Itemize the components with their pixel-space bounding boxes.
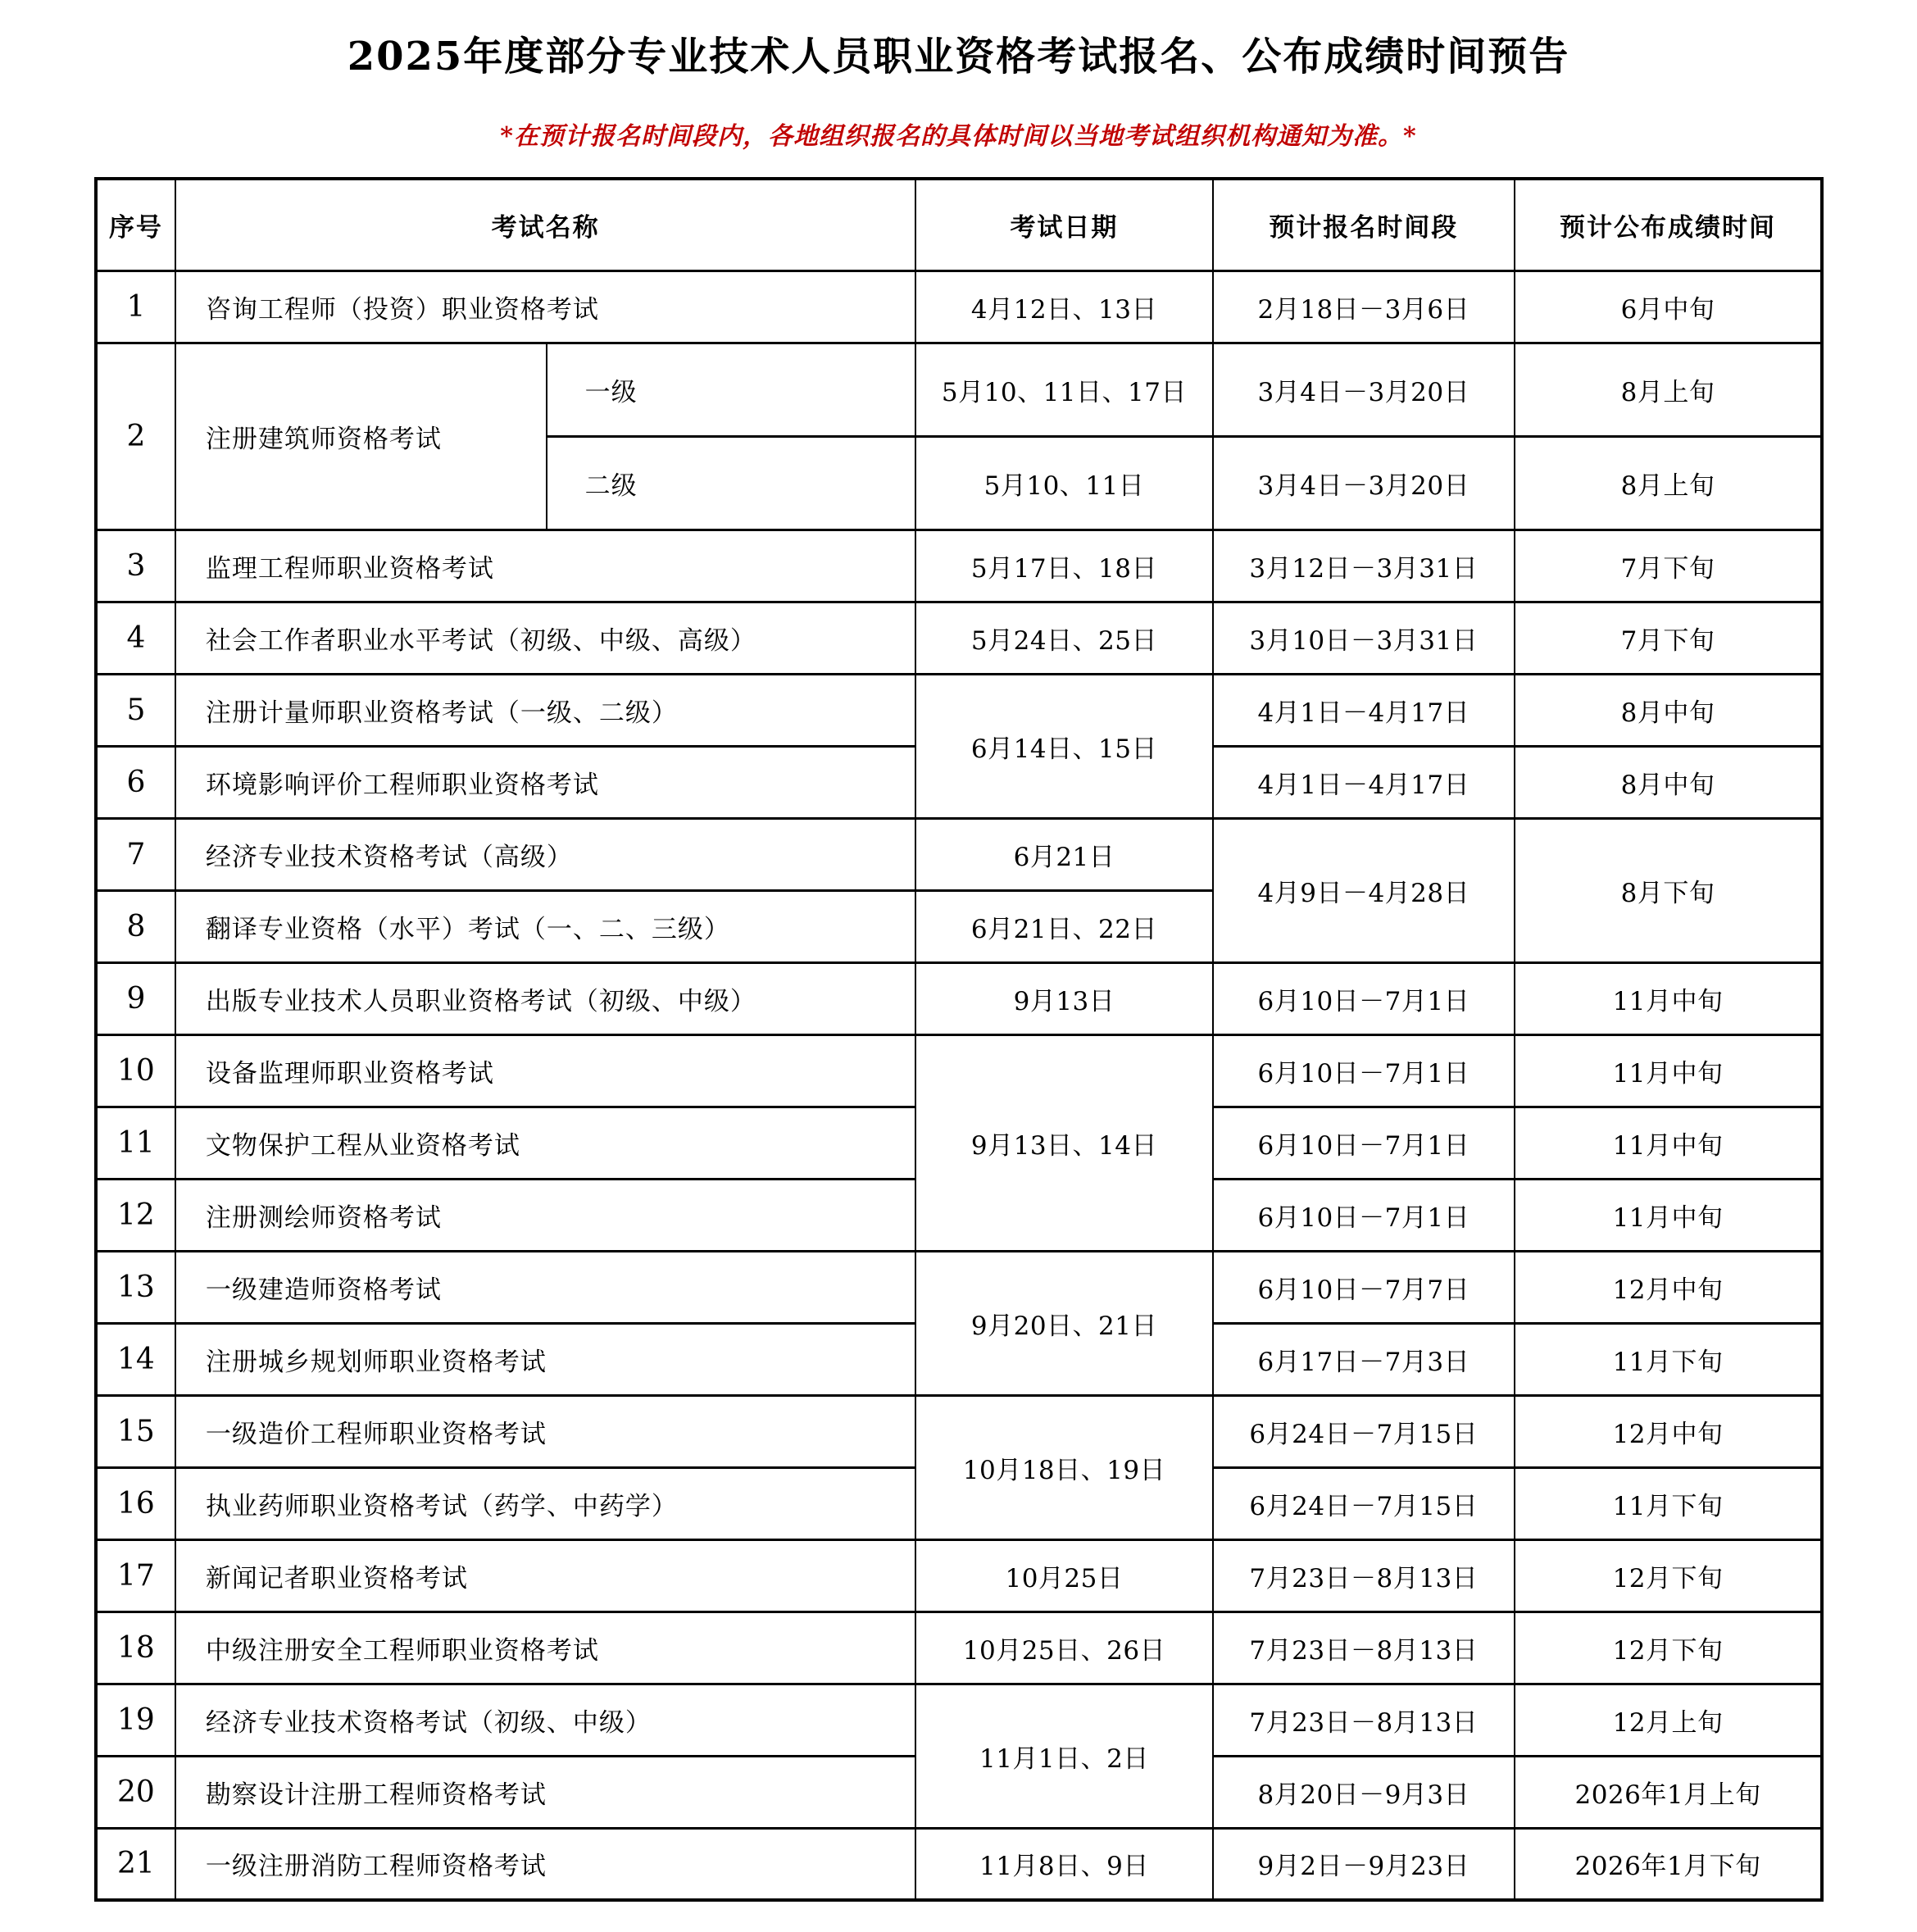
exam-name-cell: 监理工程师职业资格考试 — [175, 530, 915, 602]
exam-date-cell: 9月13日、14日 — [915, 1034, 1212, 1251]
registration-period-cell: 3月12日－3月31日 — [1213, 530, 1515, 602]
results-time-cell: 8月下旬 — [1515, 818, 1822, 962]
exam-date-cell: 5月10、11日 — [915, 436, 1212, 530]
registration-period-cell: 4月1日－4月17日 — [1213, 746, 1515, 818]
exam-name-cell: 执业药师职业资格考试（药学、中药学） — [175, 1467, 915, 1539]
registration-period-cell: 3月4日－3月20日 — [1213, 343, 1515, 436]
table-row — [96, 602, 1822, 674]
row-no-cell: 4 — [96, 602, 175, 674]
exam-name-cell: 咨询工程师（投资）职业资格考试 — [175, 270, 915, 343]
exam-name-cell: 注册城乡规划师职业资格考试 — [175, 1323, 915, 1395]
registration-period-cell: 6月10日－7月1日 — [1213, 962, 1515, 1034]
exam-name-cell: 一级造价工程师职业资格考试 — [175, 1395, 915, 1467]
exam-name-cell: 中级注册安全工程师职业资格考试 — [175, 1612, 915, 1684]
results-time-cell: 7月下旬 — [1515, 602, 1822, 674]
exam-date-cell: 10月18日、19日 — [915, 1395, 1212, 1539]
row-no-cell: 14 — [96, 1323, 175, 1395]
results-time-cell: 11月下旬 — [1515, 1467, 1822, 1539]
results-time-cell: 11月中旬 — [1515, 962, 1822, 1034]
exam-date-cell: 10月25日 — [915, 1539, 1212, 1612]
exam-schedule-table — [94, 177, 1824, 1902]
exam-level-cell: 二级 — [547, 436, 916, 530]
registration-period-cell: 6月10日－7月1日 — [1213, 1179, 1515, 1251]
exam-name-cell: 翻译专业资格（水平）考试（一、二、三级） — [175, 890, 915, 962]
results-time-cell: 11月下旬 — [1515, 1323, 1822, 1395]
col-header-no: 序号 — [96, 179, 175, 270]
registration-period-cell: 3月4日－3月20日 — [1213, 436, 1515, 530]
row-no-cell: 18 — [96, 1612, 175, 1684]
row-no-cell: 16 — [96, 1467, 175, 1539]
table-row — [96, 1034, 1822, 1107]
row-no-cell: 6 — [96, 746, 175, 818]
col-header-name: 考试名称 — [175, 179, 915, 270]
registration-period-cell: 6月10日－7月1日 — [1213, 1107, 1515, 1179]
exam-level-cell: 一级 — [547, 343, 916, 436]
registration-period-cell: 2月18日－3月6日 — [1213, 270, 1515, 343]
results-time-cell: 11月中旬 — [1515, 1179, 1822, 1251]
exam-date-cell: 5月17日、18日 — [915, 530, 1212, 602]
exam-name-cell: 经济专业技术资格考试（初级、中级） — [175, 1684, 915, 1756]
exam-name-cell: 文物保护工程从业资格考试 — [175, 1107, 915, 1179]
row-no-cell: 20 — [96, 1756, 175, 1828]
row-no-cell: 19 — [96, 1684, 175, 1756]
exam-name-cell: 勘察设计注册工程师资格考试 — [175, 1756, 915, 1828]
table-row — [96, 1251, 1822, 1323]
header-row — [96, 179, 1822, 270]
results-time-cell: 12月中旬 — [1515, 1395, 1822, 1467]
table-row — [96, 818, 1822, 890]
results-time-cell: 11月中旬 — [1515, 1034, 1822, 1107]
exam-name-cell: 经济专业技术资格考试（高级） — [175, 818, 915, 890]
exam-date-cell: 10月25日、26日 — [915, 1612, 1212, 1684]
exam-date-cell: 6月14日、15日 — [915, 674, 1212, 818]
exam-name-cell: 环境影响评价工程师职业资格考试 — [175, 746, 915, 818]
exam-name-cell: 社会工作者职业水平考试（初级、中级、高级） — [175, 602, 915, 674]
results-time-cell: 12月上旬 — [1515, 1684, 1822, 1756]
table-row — [96, 962, 1822, 1034]
exam-date-cell: 5月24日、25日 — [915, 602, 1212, 674]
exam-name-cell: 一级注册消防工程师资格考试 — [175, 1828, 915, 1900]
col-header-results: 预计公布成绩时间 — [1515, 179, 1822, 270]
exam-date-cell: 6月21日 — [915, 818, 1212, 890]
col-header-date: 考试日期 — [915, 179, 1212, 270]
exam-date-cell: 11月8日、9日 — [915, 1828, 1212, 1900]
row-no-cell: 13 — [96, 1251, 175, 1323]
table-row — [96, 1684, 1822, 1756]
table-row — [96, 343, 1822, 436]
row-no-cell: 17 — [96, 1539, 175, 1612]
exam-name-cell: 出版专业技术人员职业资格考试（初级、中级） — [175, 962, 915, 1034]
page-title: 2025年度部分专业技术人员职业资格考试报名、公布成绩时间预告 — [347, 34, 1570, 80]
results-time-cell: 12月下旬 — [1515, 1612, 1822, 1684]
col-header-registration: 预计报名时间段 — [1213, 179, 1515, 270]
exam-name-cell: 设备监理师职业资格考试 — [175, 1034, 915, 1107]
registration-period-cell: 7月23日－8月13日 — [1213, 1684, 1515, 1756]
registration-period-cell: 4月9日－4月28日 — [1213, 818, 1515, 962]
registration-period-cell: 6月17日－7月3日 — [1213, 1323, 1515, 1395]
row-no-cell: 5 — [96, 674, 175, 746]
registration-period-cell: 3月10日－3月31日 — [1213, 602, 1515, 674]
results-time-cell: 2026年1月下旬 — [1515, 1828, 1822, 1900]
row-no-cell: 15 — [96, 1395, 175, 1467]
table-row — [96, 1539, 1822, 1612]
row-no-cell: 3 — [96, 530, 175, 602]
registration-period-cell: 7月23日－8月13日 — [1213, 1612, 1515, 1684]
exam-date-cell: 6月21日、22日 — [915, 890, 1212, 962]
exam-name-cell: 注册建筑师资格考试 — [175, 343, 547, 530]
results-time-cell: 8月中旬 — [1515, 674, 1822, 746]
results-time-cell: 6月中旬 — [1515, 270, 1822, 343]
row-no-cell: 7 — [96, 818, 175, 890]
page-subtitle: *在预计报名时间段内，各地组织报名的具体时间以当地考试组织机构通知为准。* — [500, 122, 1417, 151]
results-time-cell: 8月上旬 — [1515, 436, 1822, 530]
row-no-cell: 1 — [96, 270, 175, 343]
row-no-cell: 12 — [96, 1179, 175, 1251]
row-no-cell: 11 — [96, 1107, 175, 1179]
registration-period-cell: 6月10日－7月1日 — [1213, 1034, 1515, 1107]
exam-name-cell: 新闻记者职业资格考试 — [175, 1539, 915, 1612]
row-no-cell: 9 — [96, 962, 175, 1034]
exam-date-cell: 9月13日 — [915, 962, 1212, 1034]
results-time-cell: 7月下旬 — [1515, 530, 1822, 602]
table-row — [96, 674, 1822, 746]
exam-name-cell: 注册测绘师资格考试 — [175, 1179, 915, 1251]
row-no-cell: 2 — [96, 343, 175, 530]
exam-name-cell: 注册计量师职业资格考试（一级、二级） — [175, 674, 915, 746]
exam-name-cell: 一级建造师资格考试 — [175, 1251, 915, 1323]
registration-period-cell: 6月24日－7月15日 — [1213, 1395, 1515, 1467]
results-time-cell: 12月下旬 — [1515, 1539, 1822, 1612]
exam-date-cell: 9月20日、21日 — [915, 1251, 1212, 1395]
registration-period-cell: 8月20日－9月3日 — [1213, 1756, 1515, 1828]
table-row — [96, 1395, 1822, 1467]
results-time-cell: 2026年1月上旬 — [1515, 1756, 1822, 1828]
table-row — [96, 1828, 1822, 1900]
registration-period-cell: 4月1日－4月17日 — [1213, 674, 1515, 746]
results-time-cell: 11月中旬 — [1515, 1107, 1822, 1179]
results-time-cell: 8月中旬 — [1515, 746, 1822, 818]
table-row — [96, 270, 1822, 343]
row-no-cell: 21 — [96, 1828, 175, 1900]
table-row — [96, 530, 1822, 602]
exam-date-cell: 4月12日、13日 — [915, 270, 1212, 343]
registration-period-cell: 9月2日－9月23日 — [1213, 1828, 1515, 1900]
exam-date-cell: 5月10、11日、17日 — [915, 343, 1212, 436]
registration-period-cell: 6月10日－7月7日 — [1213, 1251, 1515, 1323]
row-no-cell: 8 — [96, 890, 175, 962]
results-time-cell: 8月上旬 — [1515, 343, 1822, 436]
table-row — [96, 1612, 1822, 1684]
results-time-cell: 12月中旬 — [1515, 1251, 1822, 1323]
exam-date-cell: 11月1日、2日 — [915, 1684, 1212, 1828]
row-no-cell: 10 — [96, 1034, 175, 1107]
registration-period-cell: 7月23日－8月13日 — [1213, 1539, 1515, 1612]
registration-period-cell: 6月24日－7月15日 — [1213, 1467, 1515, 1539]
